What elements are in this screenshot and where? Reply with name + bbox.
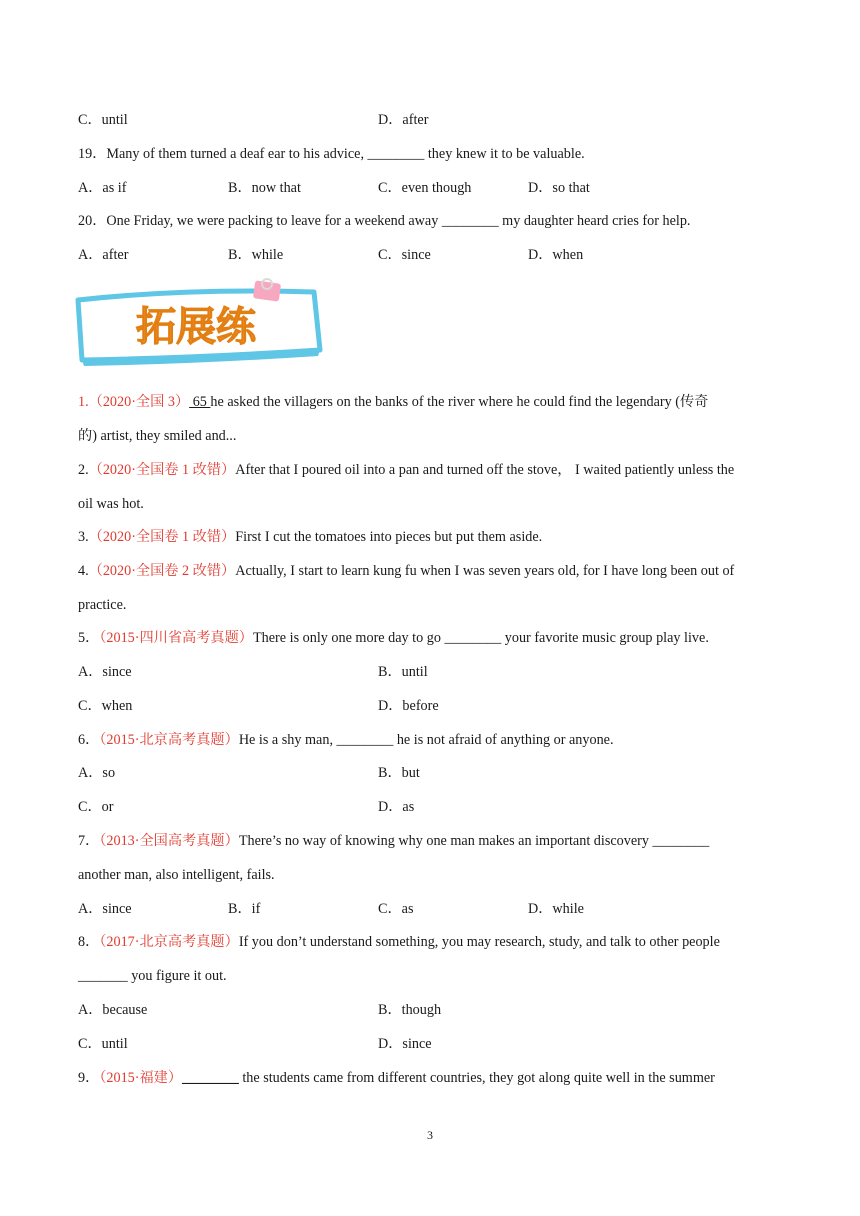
ext-q3-source: （2020·全国卷 1 改错）	[88, 529, 236, 545]
ext-q6-number: 6．	[78, 732, 100, 748]
ext-q8-text1: If you don’t understand something, you may research, study, and talk to other people	[238, 934, 720, 950]
ext-q7-line2: another man, also intelligent, fails.	[78, 867, 275, 883]
ext-q7-number: 7．	[78, 833, 100, 849]
ext-q5-source: （2015·四川省高考真题）	[99, 630, 253, 646]
ext-q7-option-d: D．while	[528, 901, 584, 917]
ext-q4-line1	[78, 561, 734, 581]
q20-option-b: B．while	[228, 247, 284, 263]
ext-q1-line1	[78, 392, 708, 412]
ext-q6-option-d: D．as	[378, 799, 415, 815]
ext-q8-option-c: C．until	[78, 1036, 128, 1052]
ext-q7-source: （2013·全国高考真题）	[99, 833, 239, 849]
ext-q5-option-b: B．until	[378, 664, 428, 680]
ext-q5-option-c: C．when	[78, 698, 133, 714]
ext-q8-number: 8．	[78, 934, 100, 950]
section-banner	[68, 278, 326, 368]
q20-option-c: C．since	[378, 247, 431, 263]
ext-q5-option-a: A．since	[78, 664, 132, 680]
ext-q1-number: 1.	[78, 394, 89, 410]
binder-clip-icon	[253, 280, 281, 301]
q18-option-c: C．until	[78, 112, 128, 128]
ext-q9-blank: ________	[182, 1070, 239, 1086]
ext-q1-source: （2020·全国 3）	[88, 394, 190, 410]
ext-q1-text1: he asked the villagers on the banks of the river where he could find the legendary (传奇	[210, 394, 709, 410]
ext-q6-line1	[78, 730, 614, 750]
ext-q7-text1: There’s no way of knowing why one man makes an important discovery ________	[238, 833, 710, 849]
ext-q4-text1: Actually, I start to learn kung fu when I was seven years old, for I have long been out of	[235, 563, 735, 579]
banner-title: 拓展练	[136, 304, 256, 350]
ext-q5-number: 5．	[78, 630, 100, 646]
ext-q9-source: （2015·福建）	[99, 1070, 183, 1086]
ext-q5-line1	[78, 628, 709, 648]
ext-q6-option-a: A．so	[78, 765, 116, 781]
ext-q3-number: 3.	[78, 529, 89, 545]
q19-option-a: A．as if	[78, 180, 127, 196]
q20-stem: 20．One Friday, we were packing to leave for a weekend away ________ my daughter heard cries for help.	[78, 213, 691, 229]
ext-q3-line1	[78, 527, 542, 547]
ext-q2-line2: oil was hot.	[78, 496, 144, 512]
ext-q9-line1	[78, 1068, 715, 1088]
ext-q3-text1: First I cut the tomatoes into pieces but put them aside.	[235, 529, 543, 545]
ext-q6-source: （2015·北京高考真题）	[99, 732, 239, 748]
ext-q4-source: （2020·全国卷 2 改错）	[88, 563, 236, 579]
q20-option-d: D．when	[528, 247, 584, 263]
ext-q2-number: 2.	[78, 462, 89, 478]
ext-q1-line2: 的) artist, they smiled and...	[78, 428, 237, 444]
ext-q7-option-c: C．as	[378, 901, 414, 917]
ext-q1-blank: 65	[189, 394, 211, 410]
ext-q5-text1: There is only one more day to go ________ your favorite music group play live.	[253, 630, 709, 646]
ext-q9-text1: the students came from different countries, they got along quite well in the summer	[238, 1070, 715, 1086]
page-number: 3	[427, 1128, 433, 1142]
q18-option-d: D．after	[378, 112, 429, 128]
ext-q9-number: 9．	[78, 1070, 100, 1086]
q19-option-c: C．even though	[378, 180, 472, 196]
ext-q6-option-b: B．but	[378, 765, 420, 781]
banner-graphic	[68, 278, 326, 368]
q20-option-a: A．after	[78, 247, 129, 263]
q19-option-d: D．so that	[528, 180, 590, 196]
ext-q6-text1: He is a shy man, ________ he is not afraid of anything or anyone.	[238, 732, 614, 748]
ext-q8-option-a: A．because	[78, 1002, 148, 1018]
ext-q8-line2: _______ you figure it out.	[78, 968, 227, 984]
ext-q7-option-b: B．if	[228, 901, 261, 917]
q19-option-b: B．now that	[228, 180, 301, 196]
ext-q5-option-d: D．before	[378, 698, 439, 714]
q19-stem: 19．Many of them turned a deaf ear to his advice, ________ they knew it to be valuable.	[78, 146, 585, 162]
ext-q7-line1	[78, 831, 709, 851]
ext-q8-option-b: B．though	[378, 1002, 442, 1018]
ext-q2-source: （2020·全国卷 1 改错）	[88, 462, 236, 478]
ext-q7-option-a: A．since	[78, 901, 132, 917]
ext-q2-text1: After that I poured oil into a pan and turned off the stove， I waited patiently unless the	[235, 462, 735, 478]
ext-q8-option-d: D．since	[378, 1036, 432, 1052]
ext-q2-line1	[78, 460, 734, 480]
ext-q8-line1	[78, 932, 720, 952]
ext-q4-number: 4.	[78, 563, 89, 579]
ext-q4-line2: practice.	[78, 597, 127, 613]
ext-q6-option-c: C．or	[78, 799, 114, 815]
ext-q8-source: （2017·北京高考真题）	[99, 934, 239, 950]
